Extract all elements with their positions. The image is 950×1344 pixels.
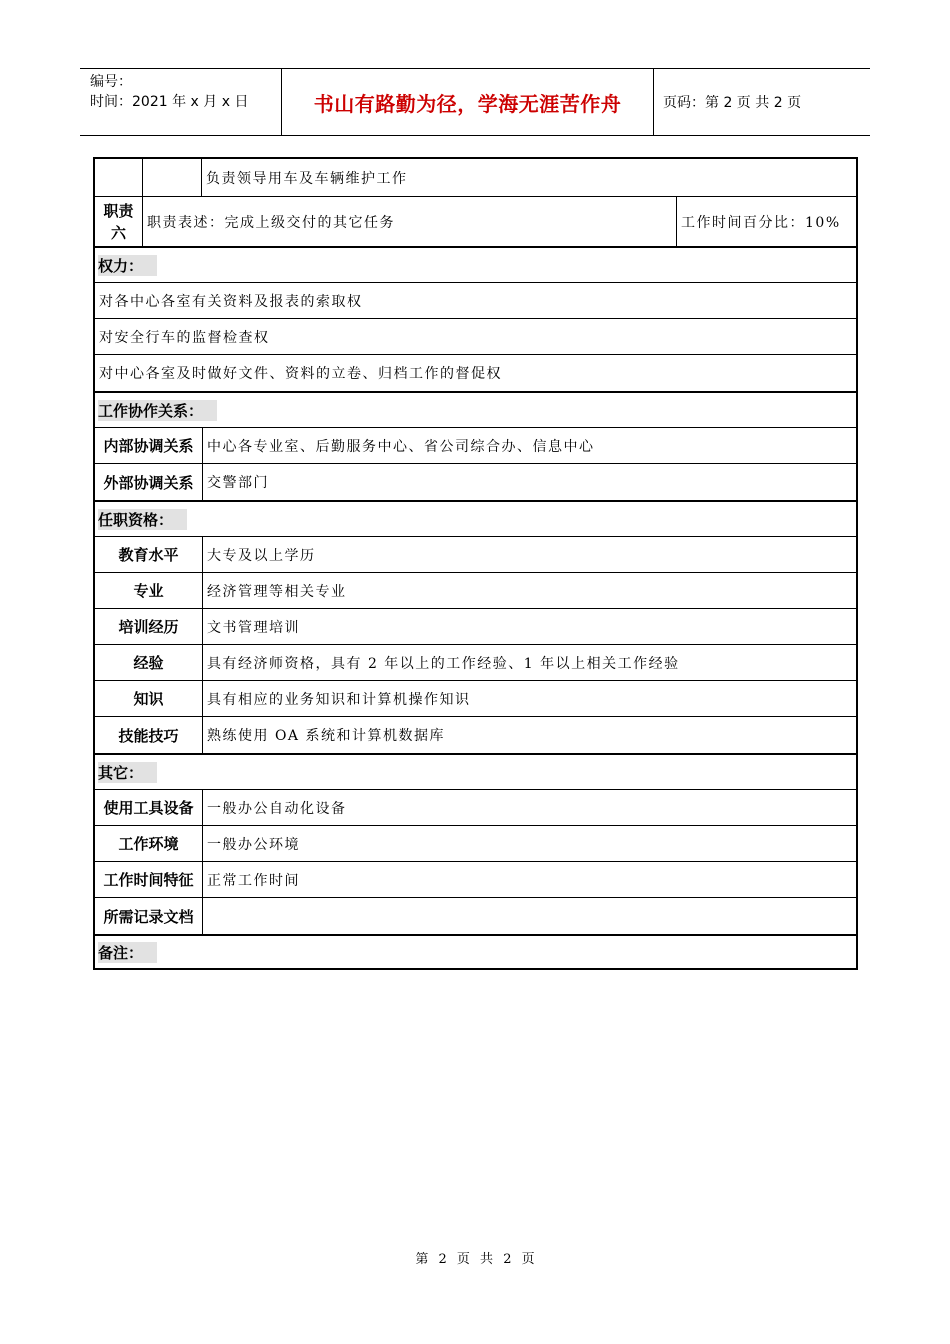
authority-item: 对中心各室及时做好文件、资料的立卷、归档工作的督促权 xyxy=(99,366,502,382)
other-label: 所需记录文档 xyxy=(103,907,194,926)
page-header xyxy=(80,68,870,136)
authority-item: 对各中心各室有关资料及报表的索取权 xyxy=(99,293,363,310)
qualification-label: 知识 xyxy=(133,690,164,708)
qualification-value: 经济管理等相关专业 xyxy=(202,573,856,608)
relations-section-header xyxy=(95,391,856,427)
other-value: 一般办公自动化设备 xyxy=(202,790,856,825)
qualification-value: 熟练使用 OA 系统和计算机数据库 xyxy=(202,717,856,753)
duty6-label: 职责六 xyxy=(103,201,134,242)
empty-cell xyxy=(95,159,142,196)
qualification-row xyxy=(95,680,856,716)
authority-row xyxy=(95,318,856,354)
empty-cell xyxy=(142,159,201,196)
qualification-row xyxy=(95,536,856,572)
qualification-row xyxy=(95,644,856,680)
relation-label: 外部协调关系 xyxy=(103,473,194,492)
qualification-value: 文书管理培训 xyxy=(202,609,856,644)
qualification-value: 大专及以上学历 xyxy=(202,537,856,572)
other-label: 使用工具设备 xyxy=(103,799,194,817)
authority-title: 权力： xyxy=(98,255,157,276)
other-label: 工作环境 xyxy=(118,835,179,853)
remarks-section-header xyxy=(95,934,856,968)
relation-label: 内部协调关系 xyxy=(103,437,194,455)
header-meta xyxy=(80,69,282,135)
qualification-label: 培训经历 xyxy=(118,618,179,636)
header-page-info: 页码：第 2 页 共 2 页 xyxy=(663,95,802,111)
duty6-row xyxy=(95,196,856,246)
authority-row xyxy=(95,282,856,318)
date-label: 时间：2021 年 x 月 x 日 xyxy=(90,94,249,110)
qualification-row xyxy=(95,608,856,644)
qualification-label: 技能技巧 xyxy=(118,726,179,745)
page-footer: 第 2 页 共 2 页 xyxy=(415,1252,535,1267)
other-row xyxy=(95,861,856,897)
other-value xyxy=(202,898,856,934)
other-row xyxy=(95,789,856,825)
qualifications-section-header xyxy=(95,500,856,536)
qualification-row xyxy=(95,716,856,753)
number-label: 编号： xyxy=(90,74,132,90)
qualification-row xyxy=(95,572,856,608)
other-value: 正常工作时间 xyxy=(202,862,856,897)
other-row xyxy=(95,897,856,934)
duty-item: 负责领导用车及车辆维护工作 xyxy=(201,159,856,196)
other-title: 其它： xyxy=(98,762,157,783)
authority-row xyxy=(95,354,856,391)
other-label: 工作时间特征 xyxy=(103,871,194,889)
other-row xyxy=(95,825,856,861)
qualifications-title: 任职资格： xyxy=(98,509,187,530)
qualification-label: 经验 xyxy=(133,654,164,672)
qualification-value: 具有经济师资格，具有 2 年以上的工作经验、1 年以上相关工作经验 xyxy=(202,645,856,680)
qualification-value: 具有相应的业务知识和计算机操作知识 xyxy=(202,681,856,716)
authority-section-header xyxy=(95,246,856,282)
relations-row xyxy=(95,427,856,463)
authority-item: 对安全行车的监督检查权 xyxy=(99,329,270,346)
relations-row xyxy=(95,463,856,500)
duty6-time-percent: 工作时间百分比：10% xyxy=(676,197,856,246)
relation-value: 交警部门 xyxy=(202,464,856,500)
header-motto: 书山有路勤为径，学海无涯苦作舟 xyxy=(282,69,654,135)
other-section-header xyxy=(95,753,856,789)
remarks-title: 备注： xyxy=(98,942,157,963)
relations-title: 工作协作关系： xyxy=(98,400,217,421)
other-value: 一般办公环境 xyxy=(202,826,856,861)
duty6-description: 职责表述：完成上级交付的其它任务 xyxy=(142,197,676,246)
qualification-label: 专业 xyxy=(133,582,164,600)
qualification-label: 教育水平 xyxy=(118,546,179,564)
duty-continued-row xyxy=(95,159,856,196)
job-description-table xyxy=(93,157,858,970)
relation-value: 中心各专业室、后勤服务中心、省公司综合办、信息中心 xyxy=(202,428,856,463)
